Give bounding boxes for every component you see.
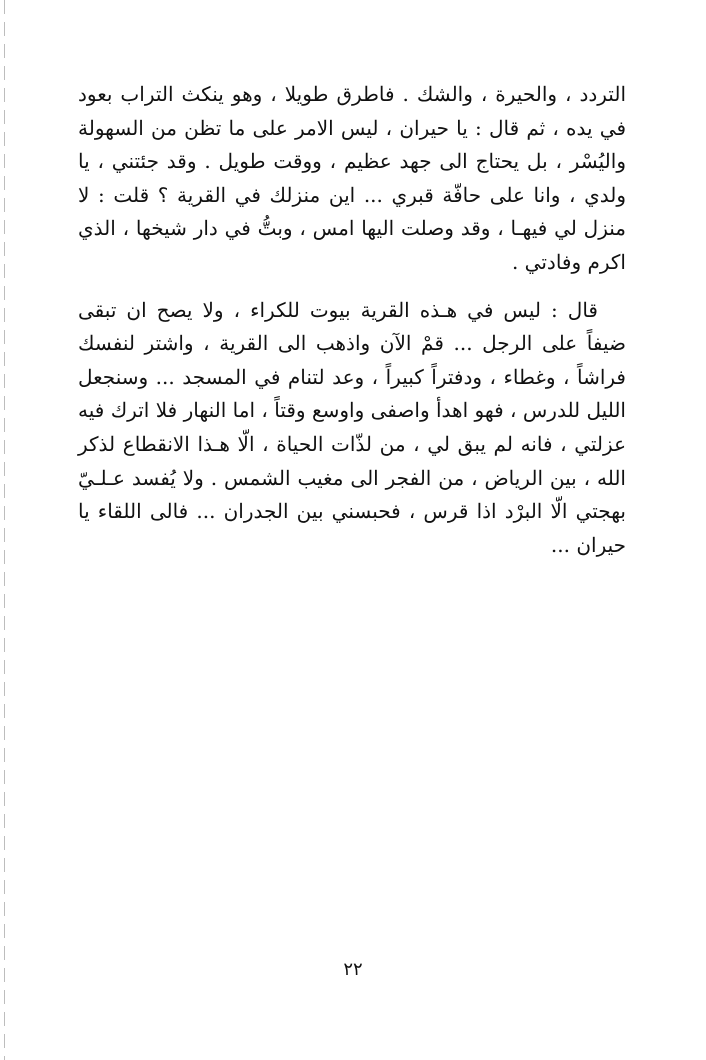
page-edge-line [4,0,5,1060]
paragraph-2: قال : ليس في هـذه القرية بيوت للكراء ، ولا يصح ان تبقى ضيفاً على الرجل ... قمْ الآن واذهب الى القرية ، واشتر لنفسك فراشاً ، وغطاء ، ودفتراً كبيراً ، وعد لتنام في المسجد ... وسنجعل الليل للدرس ، فهو اهدأ واصفى واوسع وقتاً ، اما النهار فلا اترك فيه عزلتي ، فانه لم يبق لي ، من لذّات الحياة ، الّا هـذا الانقطاع لذكر الله ، بين الرياض ، من الفجر الى مغيب الشمس . ولا يُفسد عـلـيّ بهجتي الّا البرْد اذا قرس ، فحبسني بين الجدران ... فالى اللقاء يا حيران ... [78,297,626,557]
paragraph-1: التردد ، والحيرة ، والشك . فاطرق طويلا ، وهو ينكث التراب بعود في يده ، ثم قال : يا حيران ، ليس الامر على ما تظن من السهولة واليُسْر ، بل يحتاج الى جهد عظيم ، ووقت طويل . وقد جئتني ، يا ولدي ، وانا على حافّة قبري ... اين منزلك في القرية ؟ قلت : لا منزل لي فيهـا ، وقد وصلت اليها امس ، وبتُّ في دار شيخها ، الذي اكرم وفادتي . [78,82,626,274]
page-number: ٢٢ [343,959,363,980]
body-text [78,78,626,562]
